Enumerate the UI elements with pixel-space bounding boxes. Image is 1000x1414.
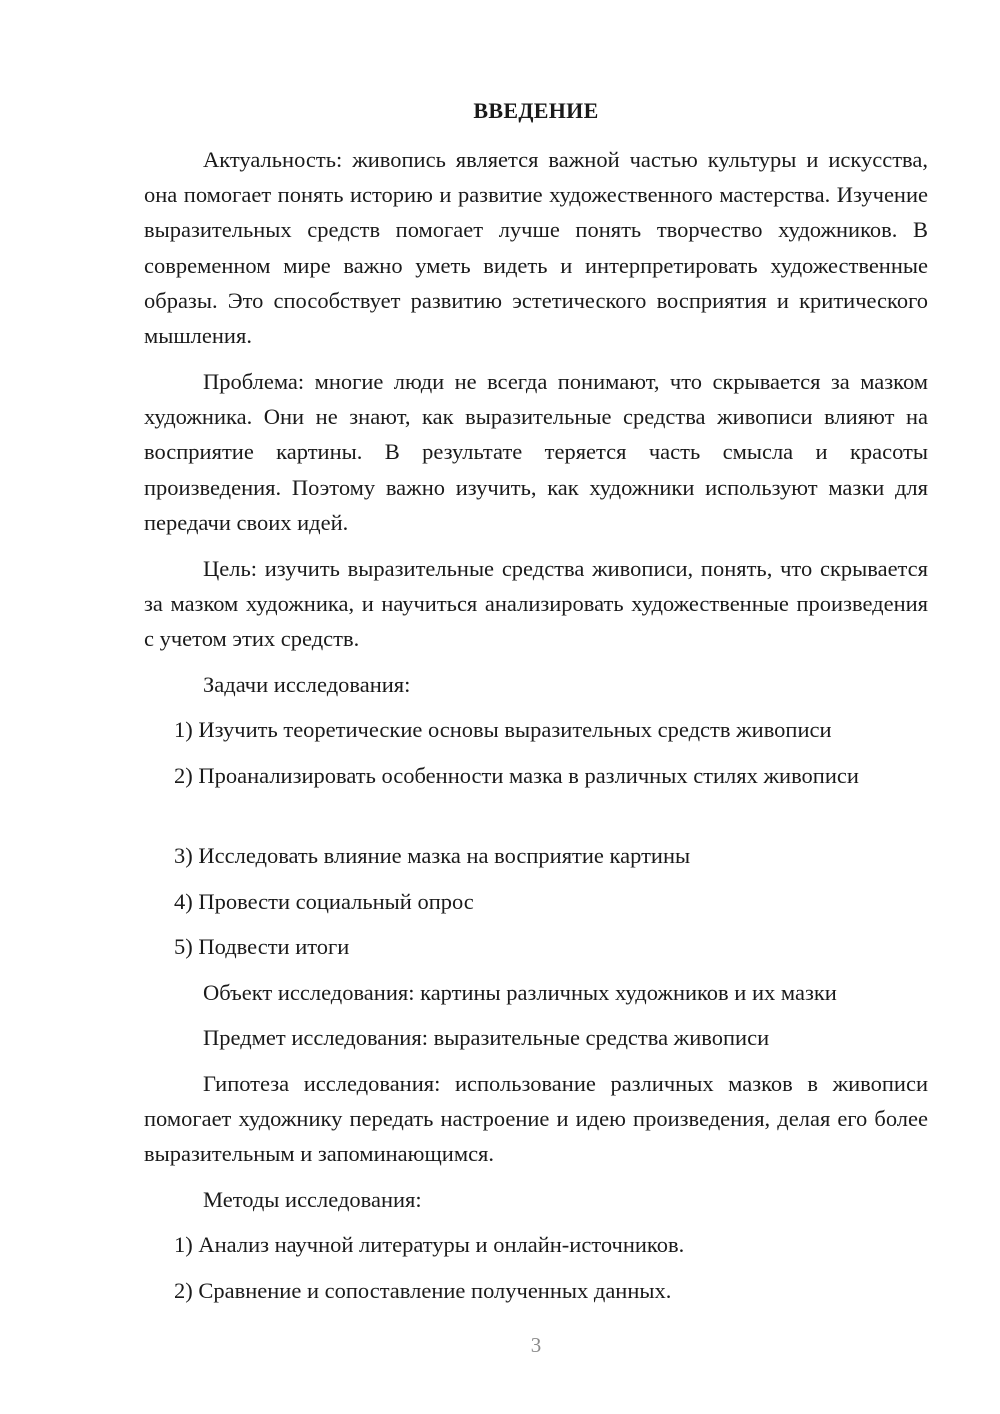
tasks-heading: Задачи исследования: bbox=[203, 672, 411, 697]
task-item-2: 2) Проанализировать особенности мазка в различных стилях живописи bbox=[174, 763, 859, 788]
task-item-5: 5) Подвести итоги bbox=[174, 934, 350, 959]
method-item-1: 1) Анализ научной литературы и онлайн-источников. bbox=[174, 1232, 685, 1257]
document-page bbox=[144, 0, 928, 1414]
actuality-paragraph: Актуальность: живопись является важной частью культуры и искусства, она помогает понять историю и развитие художественного мастерства. Изучение выразительных средств помогает лучше понять творчество художников. В современном мире важно уметь видеть и интерпретировать художественные образы. Это способствует развитию эстетического восприятия и критического мышления. bbox=[144, 147, 928, 349]
task-item-3: 3) Исследовать влияние мазка на восприятие картины bbox=[174, 843, 691, 868]
page-number: 3 bbox=[530, 1333, 542, 1357]
methods-heading: Методы исследования: bbox=[203, 1187, 422, 1212]
task-item-1: 1) Изучить теоретические основы выразительных средств живописи bbox=[174, 717, 832, 742]
method-item-2: 2) Сравнение и сопоставление полученных данных. bbox=[174, 1278, 672, 1303]
goal-paragraph: Цель: изучить выразительные средства живописи, понять, что скрывается за мазком художника, и научиться анализировать художественные произведения с учетом этих средств. bbox=[144, 556, 928, 652]
object-line: Объект исследования: картины различных художников и их мазки bbox=[203, 980, 837, 1005]
subject-line: Предмет исследования: выразительные средства живописи bbox=[203, 1025, 770, 1050]
task-item-4: 4) Провести социальный опрос bbox=[174, 889, 474, 914]
page-title: ВВЕДЕНИЕ bbox=[473, 98, 599, 123]
hypothesis-paragraph: Гипотеза исследования: использование различных мазков в живописи помогает художнику передать настроение и идею произведения, делая его более выразительным и запоминающимся. bbox=[144, 1071, 928, 1167]
problem-paragraph: Проблема: многие люди не всегда понимают, что скрывается за мазком художника. Они не знают, как выразительные средства живописи влияют на восприятие картины. В результате теряется часть смысла и красоты произведения. Поэтому важно изучить, как художники используют мазки для передачи своих идей. bbox=[144, 369, 928, 535]
